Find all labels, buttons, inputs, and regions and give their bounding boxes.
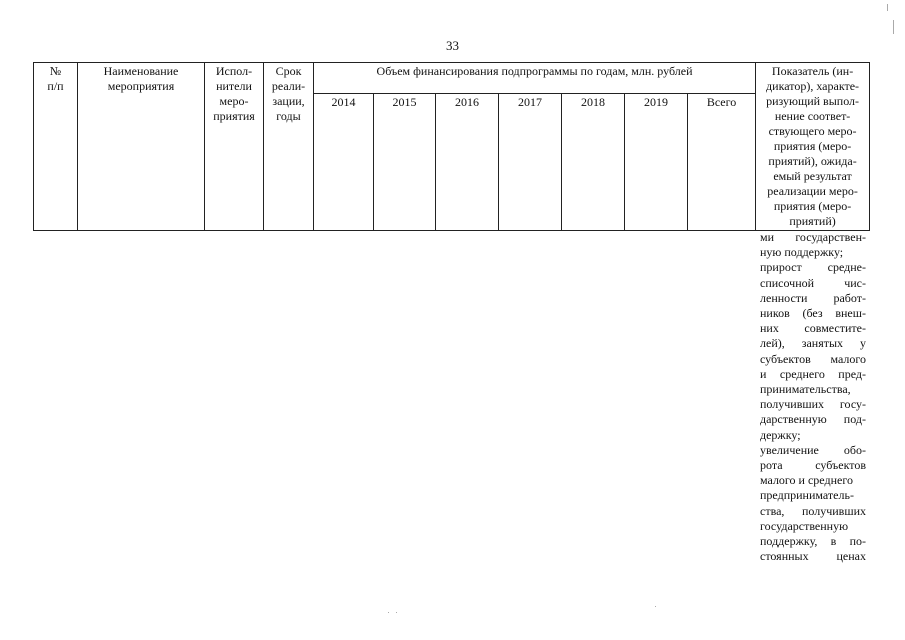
header-year-2018: 2018 xyxy=(562,93,625,230)
header-executors xyxy=(205,63,264,231)
continuation-line: держку; xyxy=(760,427,801,442)
continuation-line: списочной чис- xyxy=(760,275,866,290)
continuation-line: прирост средне- xyxy=(760,260,866,275)
scan-mark xyxy=(655,606,656,607)
header-year-2014: 2014 xyxy=(314,93,374,230)
header-indicator-label: Показатель (ин- дикатор), характе- ризующий выпол- нение соответ- ствующего меро- приятия (меро- приятий), ожида- емый результат реализации меро- приятия (меро- приятий) xyxy=(766,64,860,228)
continuation-line: малого и среднего xyxy=(760,473,853,488)
financing-table-header xyxy=(33,62,870,231)
continuation-line: стоянных ценах xyxy=(760,549,866,564)
page-number: 33 xyxy=(446,38,459,53)
header-event-name xyxy=(78,63,205,231)
header-number-label: № п/п xyxy=(47,64,64,93)
continuation-line: получивших госу- xyxy=(760,397,866,412)
header-year-2017: 2017 xyxy=(499,93,562,230)
header-year-2019: 2019 xyxy=(625,93,688,230)
header-term xyxy=(264,63,314,231)
scan-mark xyxy=(396,612,397,613)
scan-mark xyxy=(388,612,389,613)
header-executors-label: Испол- нители меро- приятия xyxy=(213,64,255,123)
continuation-line: них совместите- xyxy=(760,321,866,336)
continuation-line: и среднего пред- xyxy=(760,366,866,381)
header-year-2016: 2016 xyxy=(436,93,499,230)
continuation-line: рота субъектов xyxy=(760,458,866,473)
header-indicator xyxy=(756,63,870,231)
header-financing-label: Объем финансирования подпрограммы по годам, млн. рублей xyxy=(376,64,693,78)
scan-mark xyxy=(887,4,888,11)
header-number xyxy=(34,63,78,231)
continuation-line: предприниматель- xyxy=(760,488,854,503)
continuation-line: ства, получивших xyxy=(760,503,866,518)
header-financing xyxy=(314,63,756,94)
scan-mark xyxy=(893,20,894,34)
continuation-line: государственную xyxy=(760,518,849,533)
header-total: Всего xyxy=(688,93,756,230)
continuation-line: принимательства, xyxy=(760,382,851,397)
continuation-line: ную поддержку; xyxy=(760,245,844,260)
continuation-line: ми государствен- xyxy=(760,230,866,244)
indicator-continuation-text xyxy=(760,230,866,564)
continuation-line: увеличение обо- xyxy=(760,442,866,457)
header-term-label: Срок реали- зации, годы xyxy=(271,64,306,123)
continuation-line: поддержку, в по- xyxy=(760,534,866,549)
continuation-line: субъектов малого xyxy=(760,351,866,366)
header-year-2015: 2015 xyxy=(374,93,436,230)
continuation-line: дарственную под- xyxy=(760,412,866,427)
continuation-line: ленности работ- xyxy=(760,290,866,305)
continuation-line: лей), занятых у xyxy=(760,336,866,351)
header-event-name-label: Наименование мероприятия xyxy=(103,64,179,93)
continuation-line: ников (без внеш- xyxy=(760,306,866,321)
